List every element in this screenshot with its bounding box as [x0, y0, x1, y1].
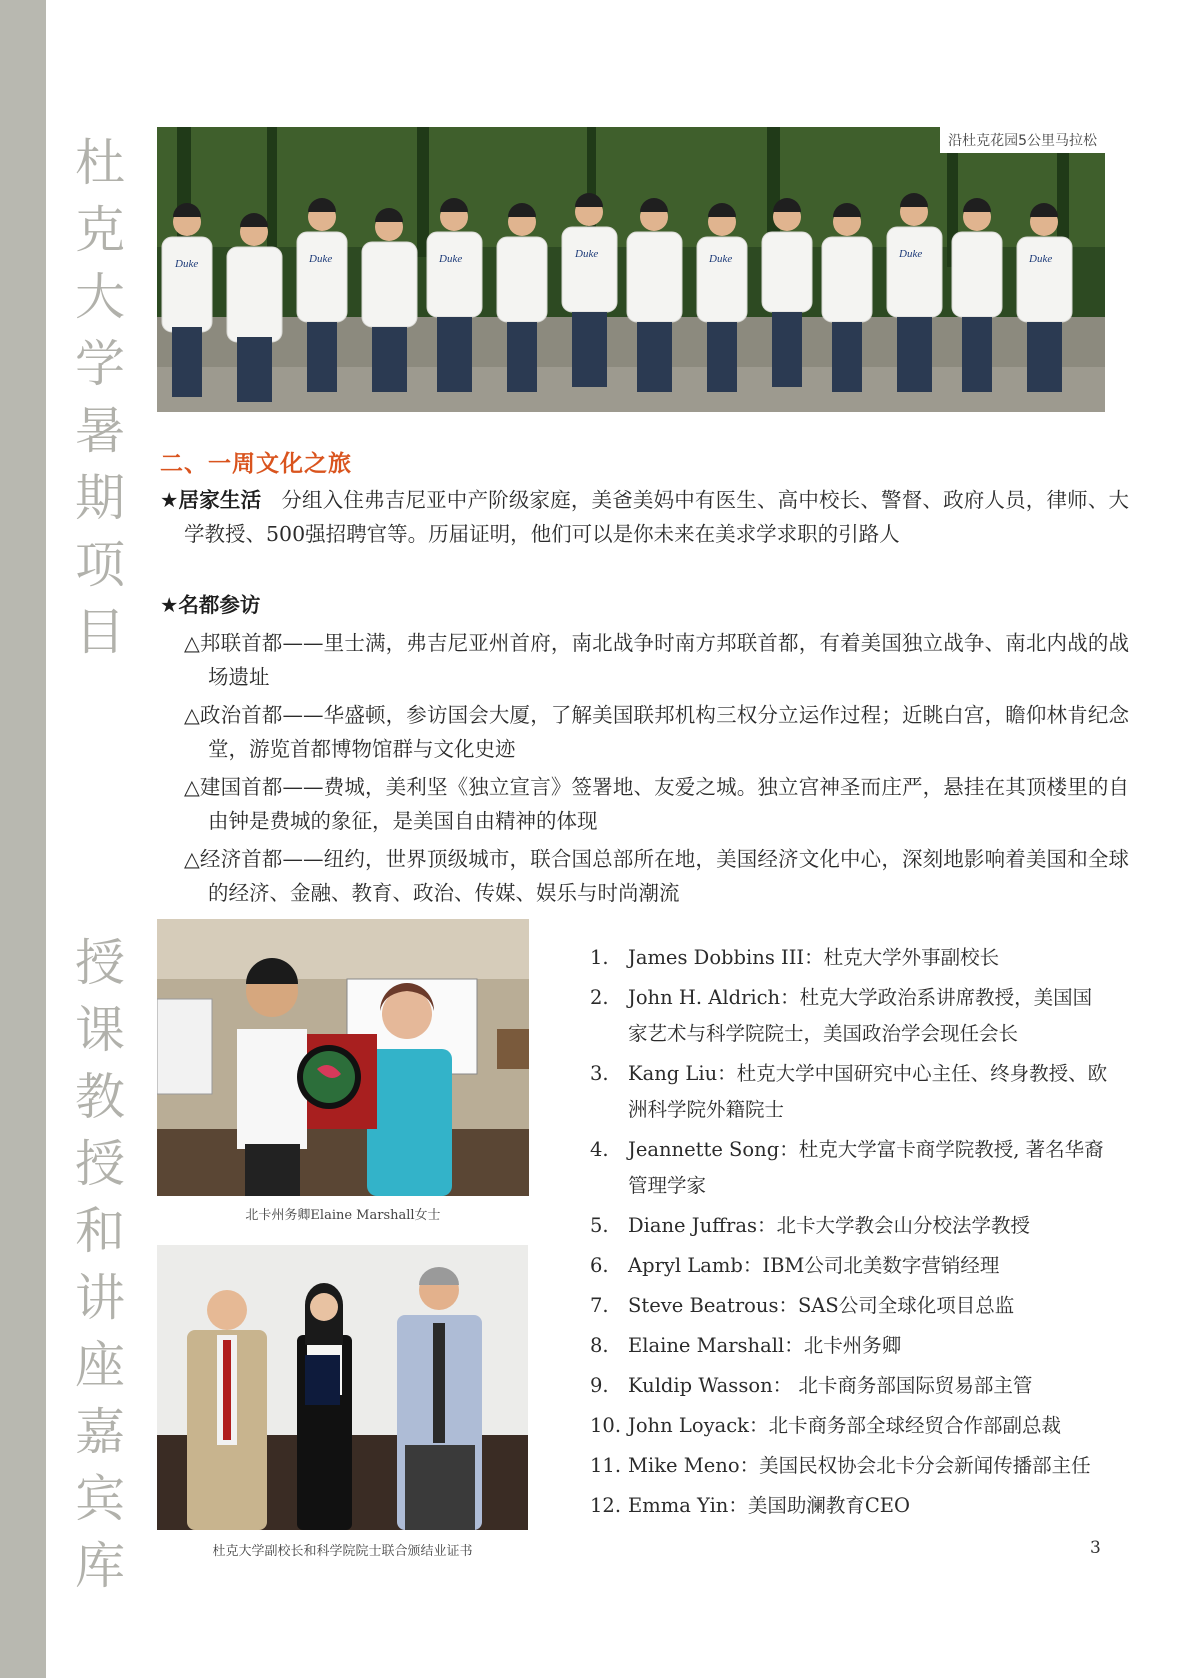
ceremony-photo-caption: 杜克大学副校长和科学院院士联合颁结业证书 — [212, 1544, 473, 1559]
svg-text:Duke: Duke — [709, 253, 733, 265]
visit-item-richmond: △邦联首都——里士满，弗吉尼亚州首府，南北战争时南方邦联首都，有着美国独立战争、南北内战的战场遗址 — [184, 631, 1129, 689]
home-stay-label: ★居家生活 — [160, 488, 262, 512]
faculty-item: 11. Mike Meno：美国民权协会北卡分会新闻传播部主任 — [590, 1454, 1091, 1477]
faculty-item: 6. Apryl Lamb：IBM公司北美数字营销经理 — [590, 1254, 1000, 1277]
visit-item-new-york: △经济首都——纽约，世界顶级城市，联合国总部所在地，美国经济文化中心，深刻地影响着美国和全球的经济、金融、教育、政治、传媒、娱乐与时尚潮流 — [184, 847, 1129, 905]
city-visit-label: ★名都参访 — [160, 593, 261, 617]
faculty-item: 12. Emma Yin：美国助澜教育CEO — [590, 1494, 911, 1517]
faculty-item: 4. Jeannette Song：杜克大学富卡商学院教授, 著名华裔管理学家 — [590, 1138, 1104, 1197]
group-photo — [157, 127, 1105, 412]
faculty-item: 9. Kuldip Wasson： 北卡商务部国际贸易部主管 — [590, 1374, 1033, 1397]
left-margin-bar — [0, 0, 46, 1678]
vertical-title-program: 杜克大学暑期项目 — [75, 134, 125, 661]
svg-text:Duke: Duke — [899, 248, 923, 260]
svg-text:Duke: Duke — [175, 258, 199, 270]
svg-text:Duke: Duke — [309, 253, 333, 265]
faculty-item: 3. Kang Liu：杜克大学中国研究中心主任、终身教授、欧洲科学院外籍院士 — [590, 1062, 1108, 1121]
home-stay-paragraph — [160, 483, 1129, 551]
page-number: 3 — [1090, 1538, 1101, 1558]
faculty-item: 8. Elaine Marshall：北卡州务卿 — [590, 1334, 902, 1357]
faculty-item: 2. John H. Aldrich：杜克大学政治系讲席教授，美国国家艺术与科学院院士，美国政治学会现任会长 — [590, 986, 1093, 1045]
visit-item-washington: △政治首都——华盛顿，参访国会大厦，了解美国联邦机构三权分立运作过程；近眺白宫，瞻仰林肯纪念堂，游览首都博物馆群与文化史迹 — [184, 703, 1129, 761]
vertical-title-faculty: 授课教授和讲座嘉宾库 — [75, 934, 125, 1595]
faculty-item: 1. James Dobbins III：杜克大学外事副校长 — [590, 946, 1000, 969]
home-stay-text: 分组入住弗吉尼亚中产阶级家庭，美爸美妈中有医生、高中校长、警督、政府人员，律师、大学教授、500强招聘官等。历届证明，他们可以是你未来在美求学求职的引路人 — [184, 488, 1129, 546]
faculty-item: 5. Diane Juffras：北卡大学教会山分校法学教授 — [590, 1214, 1030, 1237]
faculty-item: 7. Steve Beatrous：SAS公司全球化项目总监 — [590, 1294, 1015, 1317]
section-heading: 二、一周文化之旅 — [160, 451, 352, 477]
svg-text:Duke: Duke — [575, 248, 599, 260]
secretary-photo-caption: 北卡州务卿Elaine Marshall女士 — [245, 1208, 441, 1223]
visit-item-philadelphia: △建国首都——费城，美利坚《独立宣言》签署地、友爱之城。独立宫神圣而庄严，悬挂在其顶楼里的自由钟是费城的象征，是美国自由精神的体现 — [184, 775, 1129, 833]
photo-caption: 沿杜克花园5公里马拉松 — [940, 127, 1105, 153]
faculty-list — [590, 940, 1110, 1528]
certificate-ceremony-photo — [157, 1245, 528, 1530]
svg-text:Duke: Duke — [439, 253, 463, 265]
secretary-of-state-photo — [157, 919, 529, 1196]
svg-text:Duke: Duke — [1029, 253, 1053, 265]
faculty-item: 10. John Loyack：北卡商务部全球经贸合作部副总裁 — [590, 1414, 1061, 1437]
